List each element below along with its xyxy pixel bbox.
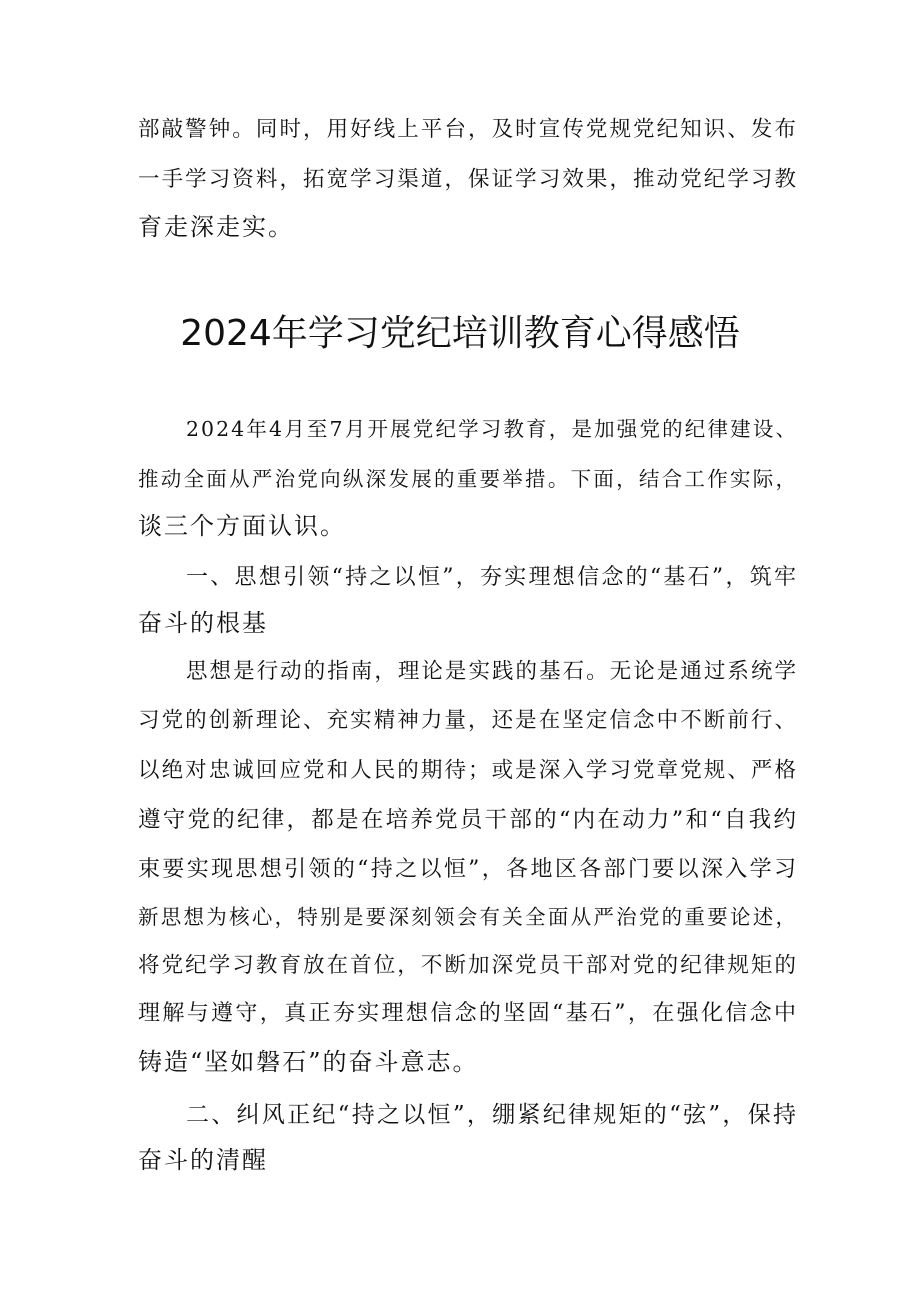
- paragraph-line: 以绝对忠诚回应党和人民的期待；或是深入学习党章党规、严格: [138, 758, 798, 783]
- paragraph-line: 理解与遵守，真正夯实理想信念的坚固“基石”，在强化信念中: [138, 1001, 798, 1026]
- intro-line: 部敲警钟。同时，用好线上平台，及时宣传党规党纪知识、发布: [138, 117, 798, 142]
- paragraph-line: 谈三个方面认识。: [138, 512, 346, 540]
- paragraph-line: 将党纪学习教育放在首位，不断加深党员干部对党的纪律规矩的: [138, 953, 798, 978]
- paragraph-line: 习党的创新理论、充实精神力量，还是在坚定信念中不断前行、: [138, 708, 798, 733]
- paragraph-line: 束要实现思想引领的“持之以恒”，各地区各部门要以深入学习: [138, 857, 798, 882]
- paragraph-line: 思想是行动的指南，理论是实践的基石。无论是通过系统学: [186, 659, 798, 684]
- paragraph-line: 推动全面从严治党向纵深发展的重要举措。下面，结合工作实际，: [138, 467, 798, 491]
- paragraph-line: 铸造“坚如磐石”的奋斗意志。: [138, 1048, 479, 1076]
- section-heading-line: 二、纠风正纪“持之以恒”，绷紧纪律规矩的“弦”，保持: [186, 1102, 798, 1128]
- section-heading-line: 奋斗的根基: [138, 609, 268, 637]
- section-heading-line: 一、思想引领“持之以恒”，夯实理想信念的“基石”，筑牢: [186, 565, 798, 590]
- paragraph-line: 2024年4月至7月开展党纪学习教育，是加强党的纪律建设、: [186, 417, 798, 441]
- section-heading-line: 奋斗的清醒: [138, 1146, 268, 1174]
- paragraph-line: 新思想为核心，特别是要深刻领会有关全面从严治党的重要论述，: [138, 905, 798, 929]
- document-title: 2024年学习党纪培训教育心得感悟: [180, 313, 740, 354]
- paragraph-line: 遵守党的纪律，都是在培养党员干部的“内在动力”和“自我约: [138, 807, 798, 833]
- intro-line: 育走深走实。: [138, 213, 294, 241]
- intro-line: 一手学习资料，拓宽学习渠道，保证学习效果，推动党纪学习教: [138, 167, 798, 192]
